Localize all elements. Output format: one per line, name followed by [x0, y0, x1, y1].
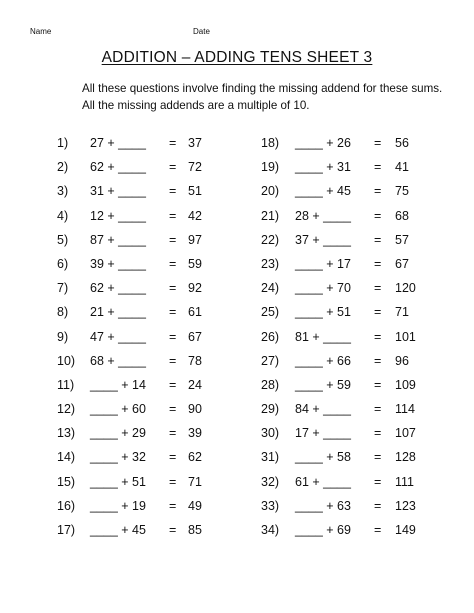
problem-sum: 96	[395, 353, 409, 368]
problem-number: 3)	[57, 184, 69, 199]
equals-sign: =	[374, 256, 382, 271]
equals-sign: =	[169, 377, 177, 392]
instruction-line: All these questions involve finding the missing addend for these sums.	[82, 82, 443, 95]
problem-sum: 41	[395, 160, 409, 175]
problem-number: 21)	[261, 208, 280, 223]
problem-question: 62 + ____	[90, 160, 146, 175]
problem-number: 19)	[261, 160, 280, 175]
problem-question: ____ + 19	[90, 498, 146, 513]
problem-question: ____ + 29	[90, 426, 146, 441]
problem-question: ____ + 32	[90, 450, 146, 465]
problem-question: ____ + 66	[295, 353, 351, 368]
problem-sum: 39	[188, 426, 202, 441]
problem-question: ____ + 69	[295, 523, 351, 537]
equals-sign: =	[169, 402, 177, 417]
equals-sign: =	[374, 160, 382, 175]
problem-number: 25)	[261, 305, 280, 320]
problem-sum: 67	[395, 256, 409, 271]
problem-question: 81 + ____	[295, 329, 351, 344]
problem-sum: 71	[395, 305, 409, 320]
problem-number: 14)	[57, 450, 76, 465]
problem-question: ____ + 51	[90, 474, 146, 489]
equals-sign: =	[374, 136, 382, 150]
problem-question: 87 + ____	[90, 232, 146, 247]
problem-number: 26)	[261, 329, 280, 344]
equals-sign: =	[374, 208, 382, 223]
equals-sign: =	[374, 184, 382, 199]
equals-sign: =	[374, 232, 382, 247]
problem-number: 10)	[57, 353, 76, 368]
problem-number: 24)	[261, 281, 280, 296]
equals-sign: =	[374, 450, 382, 465]
problem-sum: 123	[395, 498, 416, 513]
name-label: Name	[30, 27, 52, 36]
problem-number: 8)	[57, 305, 69, 320]
equals-sign: =	[169, 523, 177, 537]
problem-sum: 24	[188, 377, 202, 392]
problem-number: 1)	[57, 136, 69, 150]
equals-sign: =	[169, 256, 177, 271]
problem-question: 37 + ____	[295, 232, 351, 247]
problem-question: ____ + 26	[295, 136, 351, 150]
problem-sum: 68	[395, 208, 409, 223]
equals-sign: =	[169, 426, 177, 441]
equals-sign: =	[374, 377, 382, 392]
problem-question: ____ + 58	[295, 450, 351, 465]
problem-sum: 149	[395, 523, 416, 537]
problem-question: 21 + ____	[90, 305, 146, 320]
problem-sum: 75	[395, 184, 409, 199]
problem-question: 84 + ____	[295, 402, 351, 417]
problem-sum: 59	[188, 256, 202, 271]
equals-sign: =	[169, 160, 177, 175]
problem-sum: 92	[188, 281, 202, 296]
equals-sign: =	[374, 523, 382, 537]
problem-question: 62 + ____	[90, 281, 146, 296]
problem-question: 27 + ____	[90, 136, 146, 150]
problem-number: 31)	[261, 450, 280, 465]
problem-question: ____ + 14	[90, 377, 146, 392]
problem-number: 27)	[261, 353, 280, 368]
worksheet-title: ADDITION – ADDING TENS SHEET 3	[101, 49, 373, 66]
problem-sum: 128	[395, 450, 416, 465]
equals-sign: =	[169, 353, 177, 368]
problem-number: 28)	[261, 377, 280, 392]
problem-sum: 57	[395, 232, 409, 247]
problem-sum: 101	[395, 329, 416, 344]
equals-sign: =	[374, 402, 382, 417]
problem-sum: 72	[188, 160, 202, 175]
problem-sum: 114	[395, 402, 415, 417]
problem-question: 28 + ____	[295, 208, 351, 223]
equals-sign: =	[374, 474, 382, 489]
problem-sum: 56	[395, 136, 409, 150]
problem-number: 33)	[261, 498, 280, 513]
problem-number: 20)	[261, 184, 280, 199]
problem-sum: 111	[395, 474, 415, 489]
problem-number: 11)	[57, 377, 75, 392]
problem-sum: 62	[188, 450, 202, 465]
problem-number: 7)	[57, 281, 69, 296]
problem-sum: 78	[188, 353, 202, 368]
date-label: Date	[193, 27, 210, 36]
problem-question: ____ + 45	[90, 523, 146, 537]
problem-question: 12 + ____	[90, 208, 146, 223]
problem-number: 23)	[261, 256, 280, 271]
equals-sign: =	[169, 474, 177, 489]
problem-number: 32)	[261, 474, 280, 489]
problem-number: 34)	[261, 523, 280, 537]
equals-sign: =	[169, 208, 177, 223]
problem-question: ____ + 17	[295, 256, 351, 271]
problem-number: 15)	[57, 474, 76, 489]
problem-number: 12)	[57, 402, 76, 417]
equals-sign: =	[374, 426, 382, 441]
equals-sign: =	[374, 353, 382, 368]
equals-sign: =	[169, 232, 177, 247]
problem-sum: 61	[188, 305, 202, 320]
problem-sum: 90	[188, 402, 202, 417]
problem-number: 17)	[57, 523, 76, 537]
problem-sum: 67	[188, 329, 202, 344]
problem-sum: 85	[188, 523, 202, 537]
problem-number: 5)	[57, 232, 69, 247]
problem-question: 39 + ____	[90, 256, 146, 271]
problem-number: 4)	[57, 208, 69, 223]
equals-sign: =	[374, 498, 382, 513]
equals-sign: =	[169, 281, 177, 296]
problem-number: 29)	[261, 402, 280, 417]
equals-sign: =	[169, 184, 177, 199]
equals-sign: =	[169, 305, 177, 320]
problem-question: ____ + 59	[295, 377, 351, 392]
equals-sign: =	[169, 498, 177, 513]
problem-sum: 49	[188, 498, 202, 513]
problem-number: 16)	[57, 498, 76, 513]
problem-question: 47 + ____	[90, 329, 146, 344]
equals-sign: =	[169, 136, 177, 150]
problem-sum: 51	[188, 184, 202, 199]
equals-sign: =	[374, 281, 382, 296]
problem-question: ____ + 70	[295, 281, 351, 296]
problem-number: 9)	[57, 329, 69, 344]
equals-sign: =	[169, 450, 177, 465]
problem-sum: 71	[188, 474, 202, 489]
equals-sign: =	[374, 329, 382, 344]
problem-question: ____ + 31	[295, 160, 351, 175]
problem-number: 22)	[261, 232, 280, 247]
equals-sign: =	[374, 305, 382, 320]
problem-number: 30)	[261, 426, 280, 441]
problem-sum: 97	[188, 232, 202, 247]
problem-question: ____ + 51	[295, 305, 351, 320]
problem-question: ____ + 45	[295, 184, 351, 199]
problem-sum: 37	[188, 136, 202, 150]
problem-number: 2)	[57, 160, 69, 175]
problem-question: 31 + ____	[90, 184, 146, 199]
problem-sum: 42	[188, 208, 202, 223]
problem-sum: 107	[395, 426, 416, 441]
problem-number: 6)	[57, 256, 69, 271]
problem-question: ____ + 60	[90, 402, 146, 417]
problem-question: 61 + ____	[295, 474, 351, 489]
problem-sum: 109	[395, 377, 416, 392]
problem-number: 18)	[261, 136, 280, 150]
problem-sum: 120	[395, 281, 416, 296]
instruction-line: All the missing addends are a multiple of 10.	[82, 99, 310, 112]
problem-question: ____ + 63	[295, 498, 351, 513]
equals-sign: =	[169, 329, 177, 344]
problem-number: 13)	[57, 426, 76, 441]
problem-question: 17 + ____	[295, 426, 351, 441]
problem-question: 68 + ____	[90, 353, 146, 368]
